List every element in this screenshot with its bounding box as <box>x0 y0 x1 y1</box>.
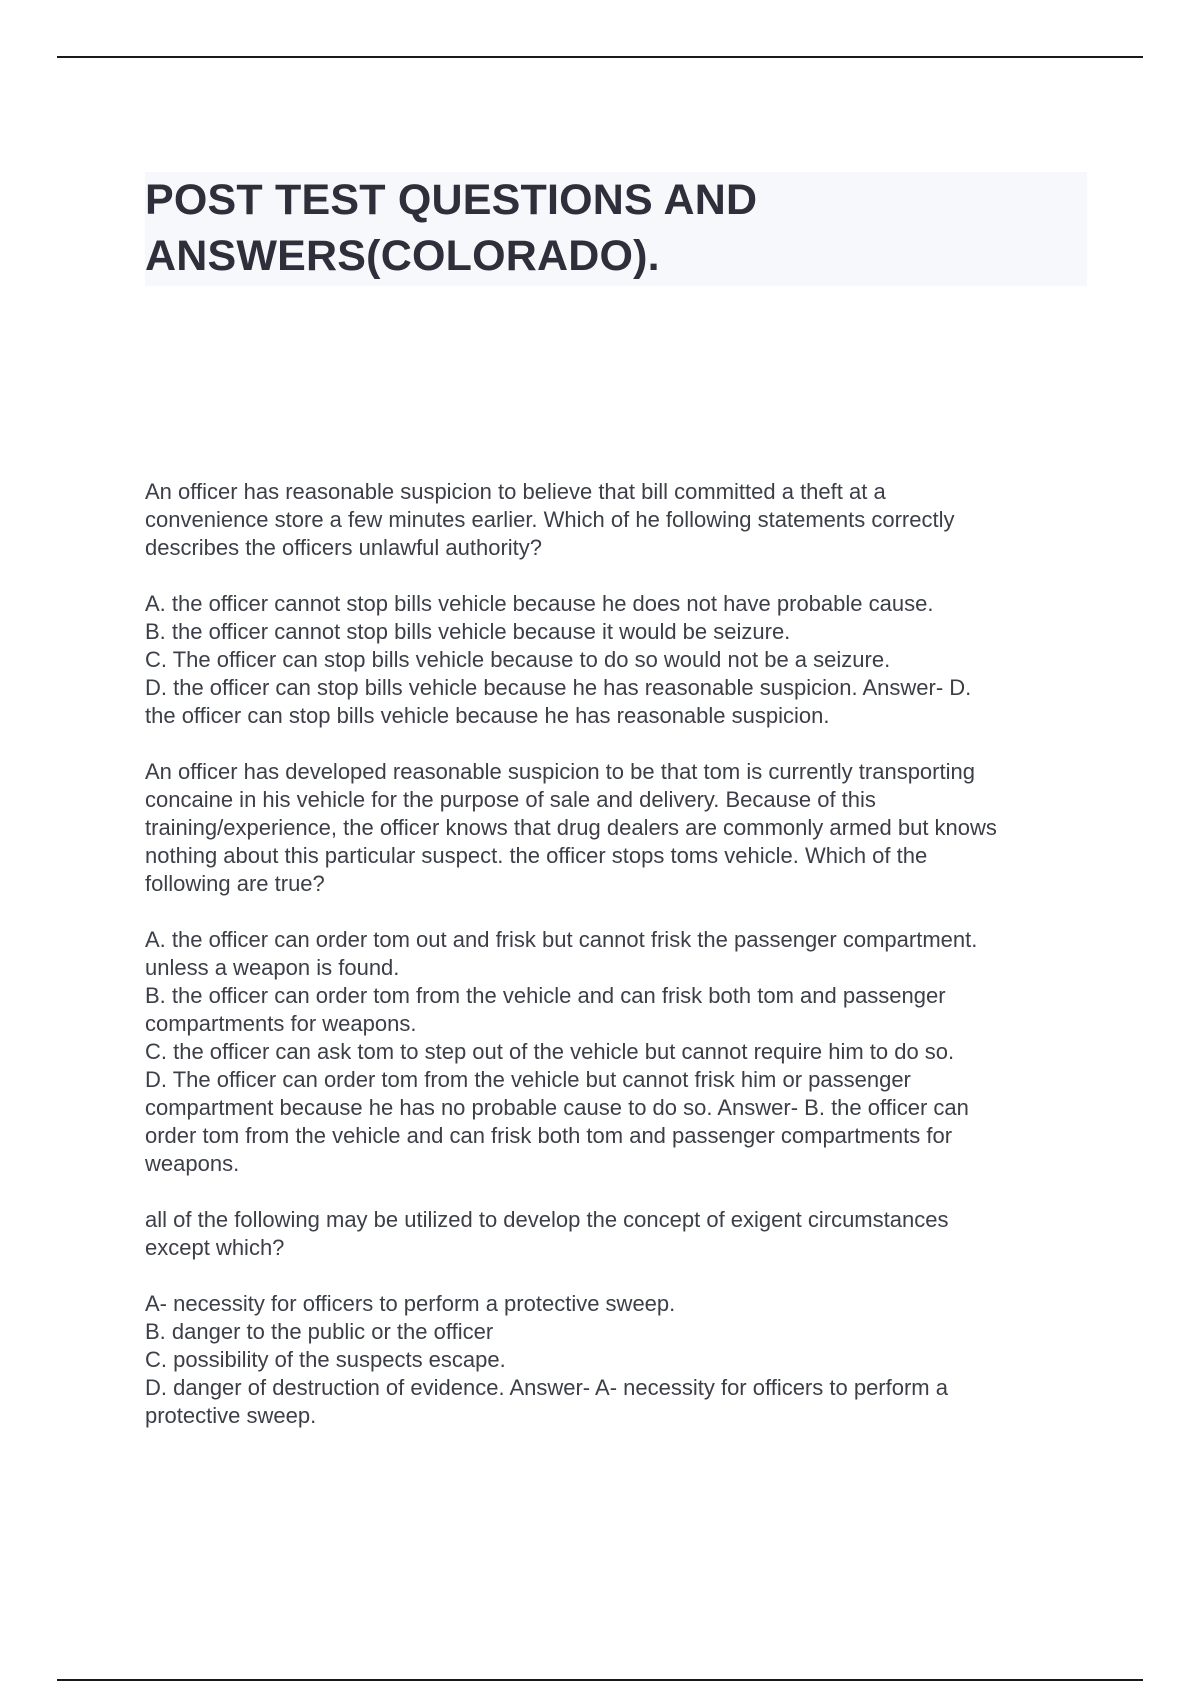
title-line: POST TEST QUESTIONS AND <box>145 176 758 224</box>
text-line: compartment because he has no probable cause to do so. Answer- B. the officer can <box>145 1095 969 1120</box>
text-line: C. possibility of the suspects escape. <box>145 1347 506 1372</box>
question-block <box>145 758 1085 1178</box>
text-line: compartments for weapons. <box>145 1011 417 1036</box>
text-line: weapons. <box>145 1151 240 1176</box>
answer-options <box>145 1290 1085 1430</box>
text-line: following are true? <box>145 871 325 896</box>
text-line: concaine in his vehicle for the purpose of sale and delivery. Because of this <box>145 787 876 812</box>
top-rule <box>57 56 1143 58</box>
text-line: D. danger of destruction of evidence. Answer- A- necessity for officers to perform a <box>145 1375 948 1400</box>
question-text <box>145 1206 1085 1262</box>
question-text <box>145 758 1085 898</box>
title-block <box>145 172 1087 286</box>
answer-options <box>145 590 1085 730</box>
text-line: the officer can stop bills vehicle because he has reasonable suspicion. <box>145 703 830 728</box>
text-line: D. the officer can stop bills vehicle because he has reasonable suspicion. Answer- D. <box>145 675 972 700</box>
text-line: unless a weapon is found. <box>145 955 400 980</box>
text-line: B. danger to the public or the officer <box>145 1319 494 1344</box>
text-line: C. The officer can stop bills vehicle because to do so would not be a seizure. <box>145 647 891 672</box>
bottom-rule <box>57 1679 1143 1681</box>
text-line: except which? <box>145 1235 285 1260</box>
question-block <box>145 1206 1085 1430</box>
text-line: protective sweep. <box>145 1403 317 1428</box>
text-line: An officer has developed reasonable suspicion to be that tom is currently transporting <box>145 759 975 784</box>
text-line: B. the officer can order tom from the vehicle and can frisk both tom and passenger <box>145 983 946 1008</box>
text-line: C. the officer can ask tom to step out of the vehicle but cannot require him to do so. <box>145 1039 955 1064</box>
question-block <box>145 478 1085 730</box>
answer-options <box>145 926 1085 1178</box>
text-line: convenience store a few minutes earlier. Which of he following statements correctly <box>145 507 955 532</box>
document-body <box>145 478 1085 1430</box>
text-line: A. the officer cannot stop bills vehicle because he does not have probable cause. <box>145 591 934 616</box>
text-line: D. The officer can order tom from the vehicle but cannot frisk him or passenger <box>145 1067 911 1092</box>
text-line: describes the officers unlawful authority? <box>145 535 543 560</box>
text-line: training/experience, the officer knows that drug dealers are commonly armed but knows <box>145 815 997 840</box>
question-text <box>145 478 1085 562</box>
text-line: all of the following may be utilized to develop the concept of exigent circumstances <box>145 1207 949 1232</box>
text-line: B. the officer cannot stop bills vehicle because it would be seizure. <box>145 619 791 644</box>
page-title <box>145 172 1087 284</box>
text-line: A- necessity for officers to perform a protective sweep. <box>145 1291 676 1316</box>
text-line: A. the officer can order tom out and frisk but cannot frisk the passenger compartment. <box>145 927 978 952</box>
text-line: nothing about this particular suspect. the officer stops toms vehicle. Which of the <box>145 843 928 868</box>
text-line: order tom from the vehicle and can frisk both tom and passenger compartments for <box>145 1123 953 1148</box>
text-line: An officer has reasonable suspicion to believe that bill committed a theft at a <box>145 479 886 504</box>
title-line: ANSWERS(COLORADO). <box>145 232 660 280</box>
